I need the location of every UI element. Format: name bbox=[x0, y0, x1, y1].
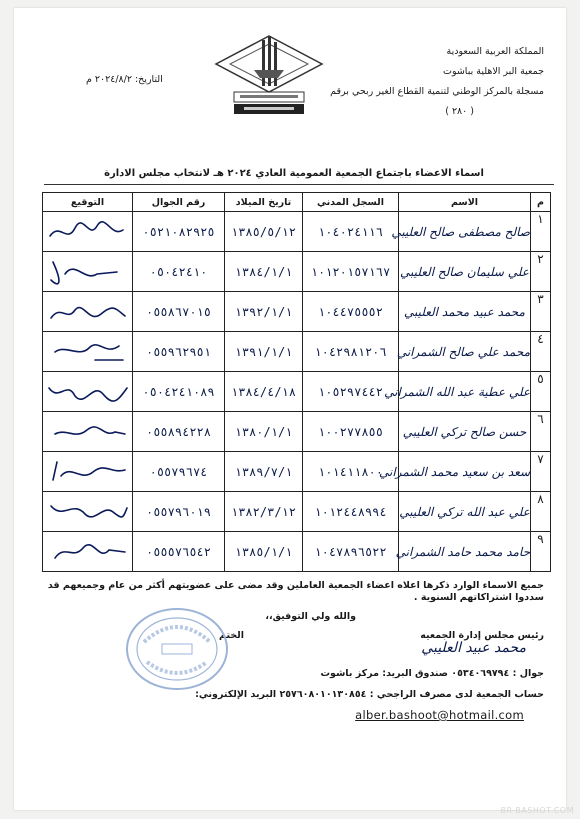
row-index: ٣ bbox=[531, 292, 551, 332]
header-country: المملكة العربية السعودية bbox=[446, 46, 544, 57]
handwritten-signature bbox=[45, 254, 131, 290]
birth-date: ١٣٨٥/٥/١٢ bbox=[225, 212, 303, 252]
handwritten-signature bbox=[45, 374, 131, 410]
chair-label: رئيس مجلس إدارة الجمعيه bbox=[420, 630, 544, 641]
handwritten-signature bbox=[45, 214, 131, 250]
member-name: سعد بن سعيد محمد الشمراني bbox=[399, 452, 531, 492]
col-header-mobile: رقم الجوال bbox=[133, 193, 225, 212]
signature-stroke bbox=[49, 388, 127, 401]
row-index: ٥ bbox=[531, 372, 551, 412]
contact-phone-line: جوال : ٠٥٣٤٠٦٩٧٩٤ صندوق البريد: مركز باشوت bbox=[320, 668, 544, 679]
mobile-number: ٠٥٢١٠٨٢٩٢٥ bbox=[133, 212, 225, 252]
association-logo bbox=[204, 30, 334, 130]
birth-date: ١٣٨٤/١/١ bbox=[225, 252, 303, 292]
civil-registry-number: ١٠١٢٠١٥٧١٦٧ bbox=[303, 252, 399, 292]
signature-stroke bbox=[50, 221, 123, 235]
birth-date: ١٣٨٠/١/١ bbox=[225, 412, 303, 452]
table-row bbox=[43, 492, 551, 532]
mobile-number: ٠٥٥٨٩٤٢٢٨ bbox=[133, 412, 225, 452]
member-name: حسن صالح تركي العليبي bbox=[399, 412, 531, 452]
handwritten-signature bbox=[45, 494, 131, 530]
civil-registry-number: ١٠٠٢٧٧٨٥٥ bbox=[303, 412, 399, 452]
col-header-birth-date: تاريخ الميلاد bbox=[225, 193, 303, 212]
row-index: ٧ bbox=[531, 452, 551, 492]
birth-date: ١٣٨٤/٤/١٨ bbox=[225, 372, 303, 412]
signature-stroke bbox=[51, 262, 117, 284]
civil-registry-number: ١٠١٤١١٨٠٠ bbox=[303, 452, 399, 492]
row-index: ٤ bbox=[531, 332, 551, 372]
civil-registry-number: ١٠٥٢٩٧٤٤٢ bbox=[303, 372, 399, 412]
mobile-number: ٠٥٥٧٩٦٧٤ bbox=[133, 452, 225, 492]
mobile-number: ٠٥٥٨٦٧٠١٥ bbox=[133, 292, 225, 332]
member-signature bbox=[43, 332, 133, 372]
col-header-index: م bbox=[531, 193, 551, 212]
signature-stroke bbox=[51, 506, 127, 517]
header-info bbox=[330, 42, 544, 122]
header-registration: مسجلة بالمركز الوطني لتنمية القطاع الغير ربحي برقم bbox=[330, 86, 544, 97]
handwritten-signature bbox=[45, 334, 131, 370]
header-association: جمعية البر الاهلية بباشوت bbox=[443, 66, 544, 77]
birth-date: ١٣٩١/١/١ bbox=[225, 332, 303, 372]
civil-registry-number: ١٠١٢٤٤٨٩٩٤ bbox=[303, 492, 399, 532]
row-index: ٢ bbox=[531, 252, 551, 292]
civil-registry-number: ١٠٤٢٩٨١٢٠٦ bbox=[303, 332, 399, 372]
handwritten-signature bbox=[45, 454, 131, 490]
handwritten-signature bbox=[45, 294, 131, 330]
date-value: ٢٠٢٤/٨/٢ م bbox=[86, 74, 132, 85]
table-row bbox=[43, 372, 551, 412]
col-header-name: الاسم bbox=[399, 193, 531, 212]
members-table bbox=[42, 192, 551, 572]
signature-stroke bbox=[55, 344, 123, 359]
birth-date: ١٣٩٢/١/١ bbox=[225, 292, 303, 332]
civil-registry-number: ١٠٤٧٨٩٦٥٢٢ bbox=[303, 532, 399, 572]
header-registration-number: ( ٢٨٠ ) bbox=[445, 106, 474, 117]
birth-date: ١٣٨٥/١/١ bbox=[225, 532, 303, 572]
birth-date: ١٣٨٢/٣/١٢ bbox=[225, 492, 303, 532]
association-stamp bbox=[122, 604, 232, 694]
mobile-number: ٠٥٥٥٧٦٥٤٢ bbox=[133, 532, 225, 572]
title-underline bbox=[44, 184, 554, 185]
handwritten-signature bbox=[45, 534, 131, 570]
row-index: ٩ bbox=[531, 532, 551, 572]
member-name: علي سليمان صالح العليبي bbox=[399, 252, 531, 292]
table-row bbox=[43, 412, 551, 452]
table-header-row bbox=[43, 193, 551, 212]
row-index: ١ bbox=[531, 212, 551, 252]
chair-signature: محمد عبيد العليبي bbox=[421, 640, 526, 656]
mobile-number: ٠٥٠٤٢٤١٠ bbox=[133, 252, 225, 292]
handwritten-signature bbox=[45, 414, 131, 450]
table-row bbox=[43, 532, 551, 572]
closing-line: والله ولي التوفيق،، bbox=[265, 611, 356, 622]
row-index: ٦ bbox=[531, 412, 551, 452]
mobile-number: ٠٥٥٩٦٢٩٥١ bbox=[133, 332, 225, 372]
table-row bbox=[43, 212, 551, 252]
seal-label: الختم bbox=[219, 630, 244, 641]
member-signature bbox=[43, 532, 133, 572]
date-label: التاريخ: bbox=[134, 74, 163, 85]
birth-date: ١٣٨٩/٧/١ bbox=[225, 452, 303, 492]
member-signature bbox=[43, 212, 133, 252]
member-name: محمد علي صالح الشمراني bbox=[399, 332, 531, 372]
email-link[interactable]: alber.bashoot@hotmail.com bbox=[355, 708, 524, 722]
table-row bbox=[43, 452, 551, 492]
member-name: صالح مصطفى صالح العليبي bbox=[399, 212, 531, 252]
member-name: محمد عبيد محمد العليبي bbox=[399, 292, 531, 332]
col-header-civil-registry: السجل المدني bbox=[303, 193, 399, 212]
contact-bank-line: حساب الجمعية لدى مصرف الراجحي : ٢٥٧٦٠٨٠١٠١٣٠٨٥٤ البريد الإلكتروني: bbox=[195, 689, 544, 700]
signature-stroke bbox=[55, 544, 125, 557]
member-name: علي عبد الله تركي العليبي bbox=[399, 492, 531, 532]
col-header-signature: التوقيع bbox=[43, 193, 133, 212]
member-name: حامد محمد حامد الشمراني bbox=[399, 532, 531, 572]
table-row bbox=[43, 252, 551, 292]
member-signature bbox=[43, 292, 133, 332]
document-date bbox=[86, 74, 163, 85]
member-signature bbox=[43, 412, 133, 452]
member-signature bbox=[43, 452, 133, 492]
member-name: علي عطية عبد الله الشمراني bbox=[399, 372, 531, 412]
signature-stroke bbox=[51, 307, 125, 317]
member-signature bbox=[43, 492, 133, 532]
table-row bbox=[43, 292, 551, 332]
mobile-number: ٠٥٥٧٩٦٠١٩ bbox=[133, 492, 225, 532]
member-signature bbox=[43, 372, 133, 412]
signature-stroke bbox=[53, 462, 125, 480]
signature-stroke bbox=[55, 426, 125, 433]
contact-email[interactable] bbox=[164, 708, 524, 722]
document-page bbox=[14, 8, 566, 810]
row-index: ٨ bbox=[531, 492, 551, 532]
mobile-number: ٠٥٠٤٢٤١٠٨٩ bbox=[133, 372, 225, 412]
member-signature bbox=[43, 252, 133, 292]
site-watermark: BR-BASHOT.COM bbox=[500, 806, 574, 815]
document-title: اسماء الاعضاء باجتماع الجمعية العمومية العادي ٢٠٢٤ هـ لانتخاب مجلس الادارة bbox=[104, 168, 484, 179]
table-row bbox=[43, 332, 551, 372]
civil-registry-number: ١٠٤٤٧٥٥٥٢ bbox=[303, 292, 399, 332]
membership-note: جميع الاسماء الوارد ذكرها اعلاه اعضاء الجمعية العاملين وقد مضى على عضويتهم أكثر من عام وجميعهم قد سددوا اشتراكاتهم السنوية . bbox=[47, 580, 544, 603]
civil-registry-number: ١٠٤٠٢٤١١٦ bbox=[303, 212, 399, 252]
